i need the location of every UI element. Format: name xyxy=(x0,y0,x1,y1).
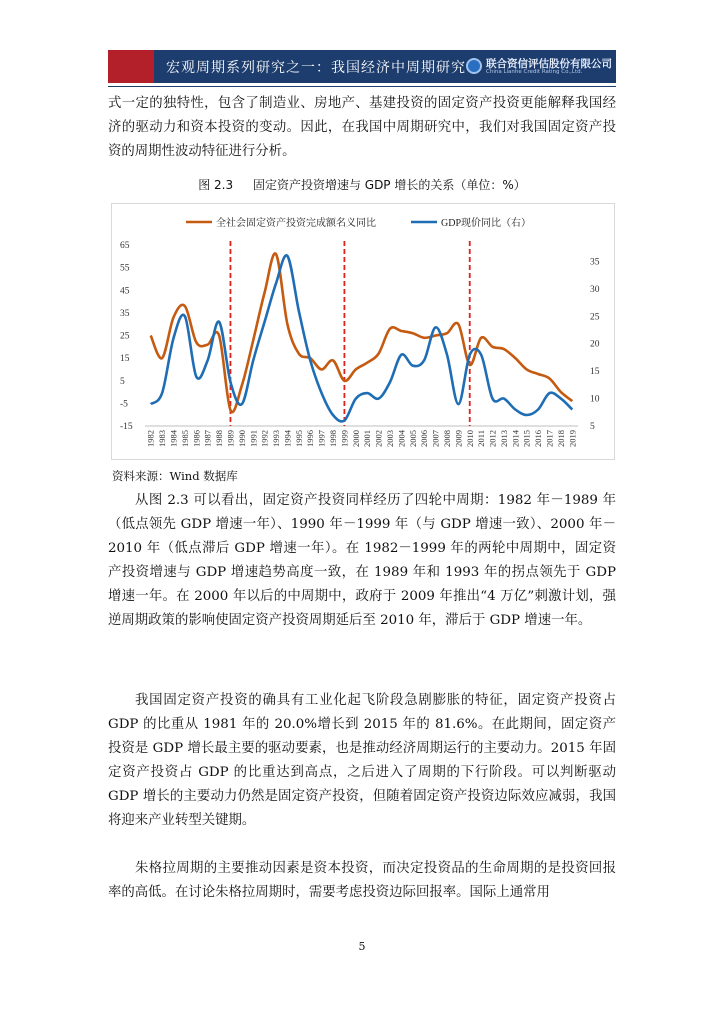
x-axis-tick: 1985 xyxy=(179,430,190,447)
x-axis-tick: 2017 xyxy=(544,430,555,447)
x-axis-tick: 1997 xyxy=(316,430,327,447)
x-axis-tick: 2003 xyxy=(384,430,395,447)
x-axis-tick: 2010 xyxy=(464,430,475,447)
x-axis-tick: 1992 xyxy=(259,430,270,447)
right-axis-tick: 10 xyxy=(590,394,600,405)
chart-frame xyxy=(111,203,615,460)
right-axis-tick: 35 xyxy=(590,257,600,268)
x-axis-tick: 1990 xyxy=(236,430,247,447)
right-axis-tick: 15 xyxy=(590,367,600,378)
x-axis-tick: 1983 xyxy=(157,430,168,447)
series-line-gdp xyxy=(151,255,573,421)
header-accent xyxy=(108,50,154,83)
left-axis-tick: 45 xyxy=(120,286,130,297)
x-axis-tick: 1996 xyxy=(305,430,316,447)
x-axis-tick: 2011 xyxy=(476,430,487,447)
paragraph-investment-share: 我国固定资产投资的确具有工业化起飞阶段急剧膨胀的特征，固定资产投资占 GDP 的比重从 1981 年的 20.0%增长到 2015 年的 81.6%。在此期间，固定资产投资是 GDP 增长最主要的驱动要素，也是推动经济周期运行的主要动力。2015 年固定资产投资占 GDP 的比重达到高点，之后进入了周期的下行阶段。可以判断驱动 GDP 增长的主要动力仍然是固定资产投资，但随着固定资产投资边际效应减弱，我国将迎来产业转型关键期。 xyxy=(108,693,616,828)
left-axis-tick: -15 xyxy=(120,422,133,432)
right-axis-tick: 30 xyxy=(590,284,600,295)
x-axis-tick: 2009 xyxy=(453,430,464,447)
x-axis-tick: 2007 xyxy=(430,430,441,447)
x-axis-tick: 1989 xyxy=(225,430,236,447)
chart-svg xyxy=(112,204,614,459)
legend-label: 全社会固定资产投资完成额名义同比 xyxy=(216,218,376,229)
page-number: 5 xyxy=(358,940,366,953)
figure-title: 固定资产投资增速与 GDP 增长的关系（单位：%） xyxy=(252,178,526,192)
left-axis-tick: 15 xyxy=(120,354,130,365)
right-axis-tick: 5 xyxy=(590,422,595,432)
x-axis-tick: 2004 xyxy=(396,430,407,447)
left-axis-tick: 25 xyxy=(120,331,130,342)
x-axis-tick: 2012 xyxy=(487,430,498,447)
company-logo-icon xyxy=(466,58,482,74)
x-axis-tick: 1991 xyxy=(248,430,259,447)
x-axis-tick: 2006 xyxy=(419,430,430,447)
paragraph-analysis: 从图 2.3 可以看出，固定资产投资同样经历了四轮中周期：1982 年－1989 年（低点领先 GDP 增速一年）、1990 年－1999 年（与 GDP 增速一致）、2000 年－2010 年（低点滞后 GDP 增速一年）。在 1982－1999 年的两轮中周期中，固定资产投资增速与 GDP 增速趋势高度一致，在 1989 年和 1993 年的拐点领先于 GDP 增速一年。在 2000 年以后的中周期中，政府于 2009 年推出“4 万亿”刺激计划，强逆周期政策的影响使固定资产投资周期延后至 2010 年，滞后于 GDP 增速一年。 xyxy=(108,493,616,628)
x-axis-tick: 2016 xyxy=(533,430,544,447)
company-name-en: China Lianhe Credit Rating Co.,Ltd. xyxy=(486,69,583,75)
header-rule xyxy=(108,86,616,87)
x-axis-tick: 1986 xyxy=(191,430,202,447)
x-axis-tick: 2001 xyxy=(362,430,373,447)
x-axis-tick: 1998 xyxy=(328,430,339,447)
x-axis-tick: 2013 xyxy=(498,430,509,447)
x-axis-tick: 1987 xyxy=(202,430,213,447)
x-axis-tick: 2019 xyxy=(567,430,578,447)
right-axis-tick: 20 xyxy=(590,339,600,350)
left-axis-tick: 65 xyxy=(120,241,130,251)
figure-caption xyxy=(108,176,616,193)
legend-label: GDP现价同比（右） xyxy=(441,218,532,229)
x-axis-tick: 1993 xyxy=(271,430,282,447)
x-axis-tick: 1995 xyxy=(293,430,304,447)
left-axis-tick: 55 xyxy=(120,263,130,274)
x-axis-tick: 1988 xyxy=(214,430,225,447)
figure-source: 资料来源：Wind 数据库 xyxy=(112,469,238,483)
x-axis-tick: 2005 xyxy=(407,430,418,447)
x-axis-tick: 2015 xyxy=(521,430,532,447)
left-axis-tick: 5 xyxy=(120,376,125,387)
x-axis-tick: 1984 xyxy=(168,430,179,447)
right-axis-tick: 25 xyxy=(590,312,600,323)
x-axis-tick: 2014 xyxy=(510,430,521,447)
x-axis-tick: 1999 xyxy=(339,430,350,447)
x-axis-tick: 1994 xyxy=(282,430,293,447)
paragraph-intro: 式一定的独特性，包含了制造业、房地产、基建投资的固定资产投资更能解释我国经济的驱动力和资本投资的变动。因此，在我国中周期研究中，我们对我国固定资产投资的周期性波动特征进行分析。 xyxy=(108,96,616,159)
x-axis-tick: 1982 xyxy=(145,430,156,447)
x-axis-tick: 2008 xyxy=(441,430,452,447)
left-axis-tick: 35 xyxy=(120,308,130,319)
left-axis-tick: -5 xyxy=(120,399,128,410)
header-title: 宏观周期系列研究之一：我国经济中周期研究 xyxy=(166,60,466,76)
company-name: 联合资信评估股份有限公司 xyxy=(486,58,612,70)
x-axis-tick: 2002 xyxy=(373,430,384,447)
figure-number: 图 2.3 xyxy=(198,178,234,192)
paragraph-juglar: 朱格拉周期的主要推动因素是资本投资，而决定投资品的生命周期的是投资回报率的高低。在讨论朱格拉周期时，需要考虑投资边际回报率。国际上通常用 xyxy=(108,861,616,900)
x-axis-tick: 2000 xyxy=(350,430,361,447)
x-axis-tick: 2018 xyxy=(555,430,566,447)
